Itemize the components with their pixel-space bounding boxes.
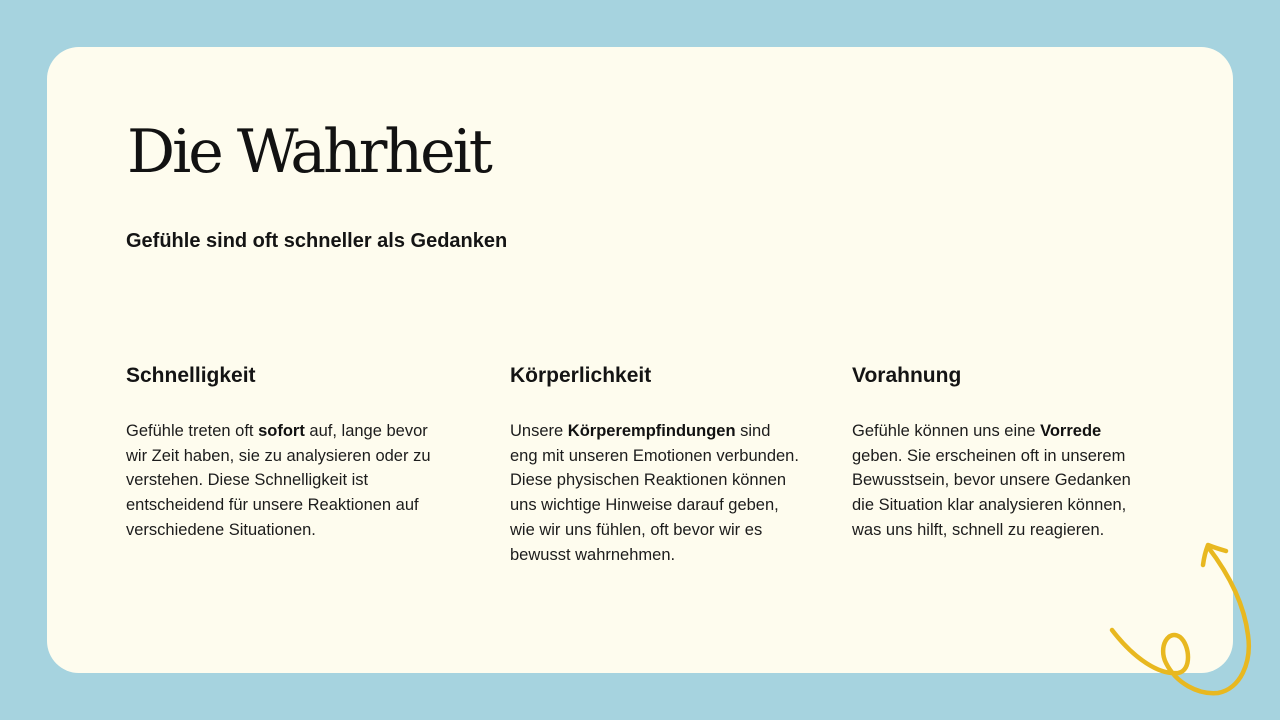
emphasis: Körperempfindungen — [567, 422, 736, 440]
slide-subtitle: Gefühle sind oft schneller als Gedanken — [126, 230, 508, 252]
column-vorahnung — [852, 362, 1152, 539]
column-heading: Schnelligkeit — [126, 364, 256, 387]
emphasis: sofort — [258, 422, 305, 440]
column-text: Unsere Körperempfindungen sind eng mit unseren Emotionen verbunden. Diese physischen Reaktionen können uns wichtige Hinweise darauf geben, wie wir uns fühlen, oft bevor wir es bewusst wahrnehmen. — [510, 422, 799, 564]
arrow-squiggle-icon — [1100, 535, 1280, 720]
column-schnelligkeit — [126, 362, 436, 539]
column-heading: Vorahnung — [852, 364, 962, 387]
slide-title: Die Wahrheit — [127, 117, 490, 187]
column-koerperlichkeit — [510, 362, 800, 564]
column-text: Gefühle treten oft sofort auf, lange bevor wir Zeit haben, sie zu analysieren oder zu verstehen. Diese Schnelligkeit ist entscheidend für unsere Reaktionen auf verschiedene Situationen. — [126, 422, 431, 539]
emphasis: Vorrede — [1040, 422, 1102, 440]
column-heading: Körperlichkeit — [510, 364, 652, 387]
column-text: Gefühle können uns eine Vorrede geben. Sie erscheinen oft in unserem Bewusstsein, bevor unsere Gedanken die Situation klar analysieren können, was uns hilft, schnell zu reagieren. — [852, 422, 1131, 539]
